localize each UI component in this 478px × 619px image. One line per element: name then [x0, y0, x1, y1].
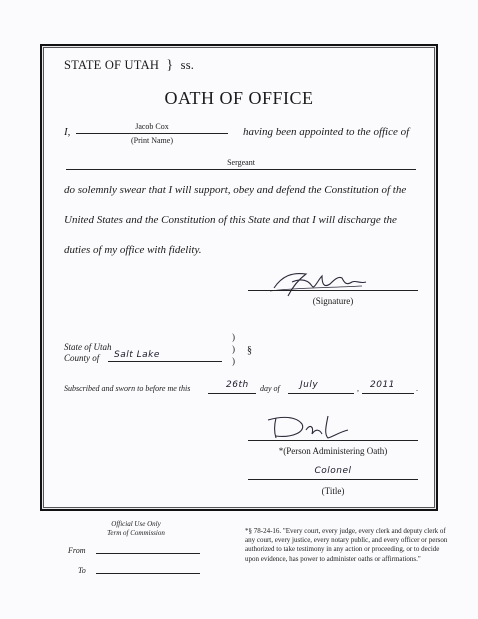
- ss-label: ss.: [180, 58, 195, 72]
- official-use-heading: Official Use Only: [111, 520, 161, 528]
- signature-caption: (Signature): [312, 296, 354, 306]
- state-line: STATE OF UTAH: [64, 58, 160, 72]
- signature-image: [262, 266, 372, 300]
- section-mark: §: [247, 345, 252, 356]
- sworn-day-line: [208, 382, 256, 394]
- paren-1: ): [232, 332, 235, 342]
- name-line: [76, 122, 228, 134]
- state-heading: [64, 58, 194, 74]
- sworn-prefix: Subscribed and sworn to before me this: [64, 384, 191, 393]
- title-caption: (Title): [321, 486, 345, 496]
- oath-line-1: do solemnly swear that I will support, obey and defend the Constitution of the: [64, 184, 407, 196]
- name-caption: (Print Name): [131, 136, 173, 145]
- sworn-comma: ,: [357, 384, 359, 393]
- brace: }: [166, 58, 174, 73]
- office-value: Sergeant: [227, 158, 255, 167]
- paren-3: ): [232, 356, 235, 366]
- statute-footnote: *§ 78-24-16. "Every court, every judge, every clerk and deputy clerk of any court, every justice, every notary public, and every officer or person authorized to take testimony in any action or proceeding, or to decide upon evidence, has power to administer oaths or affirmations.": [245, 527, 448, 563]
- name-value: Jacob Cox: [135, 122, 169, 131]
- venue-county-label: County of: [64, 353, 100, 363]
- oath-line-3: duties of my office with fidelity.: [64, 244, 202, 256]
- to-line: [96, 568, 200, 574]
- term-of-commission-heading: Term of Commission: [107, 529, 165, 537]
- sworn-year-value: 2011: [370, 380, 395, 390]
- paren-2: ): [232, 344, 235, 354]
- administrator-line: [248, 440, 418, 441]
- county-line: [108, 350, 222, 362]
- having-text: having been appointed to the office of: [243, 126, 410, 138]
- administrator-signature-image: [262, 412, 358, 442]
- title-line: [248, 468, 418, 480]
- from-label: From: [68, 546, 86, 555]
- office-line: [66, 158, 416, 170]
- sworn-day-value: 26th: [226, 380, 249, 390]
- administrator-title-value: Colonel: [314, 466, 352, 476]
- sworn-day-of: day of: [260, 384, 280, 393]
- from-line: [96, 548, 200, 554]
- sworn-year-line: [362, 382, 414, 394]
- document-inner-border: [43, 47, 435, 508]
- signature-line: [248, 290, 418, 291]
- sworn-month-line: [288, 382, 354, 394]
- sworn-month-value: July: [300, 380, 319, 390]
- venue-state: State of Utah: [64, 342, 112, 352]
- county-value: Salt Lake: [114, 350, 160, 360]
- oath-line-2: United States and the Constitution of this State and that I will discharge the: [64, 214, 397, 226]
- to-label: To: [78, 566, 86, 575]
- sworn-period: .: [416, 384, 418, 393]
- administrator-caption: *(Person Administering Oath): [278, 446, 388, 456]
- document-title: OATH OF OFFICE: [164, 88, 314, 108]
- i-label: I,: [64, 126, 71, 138]
